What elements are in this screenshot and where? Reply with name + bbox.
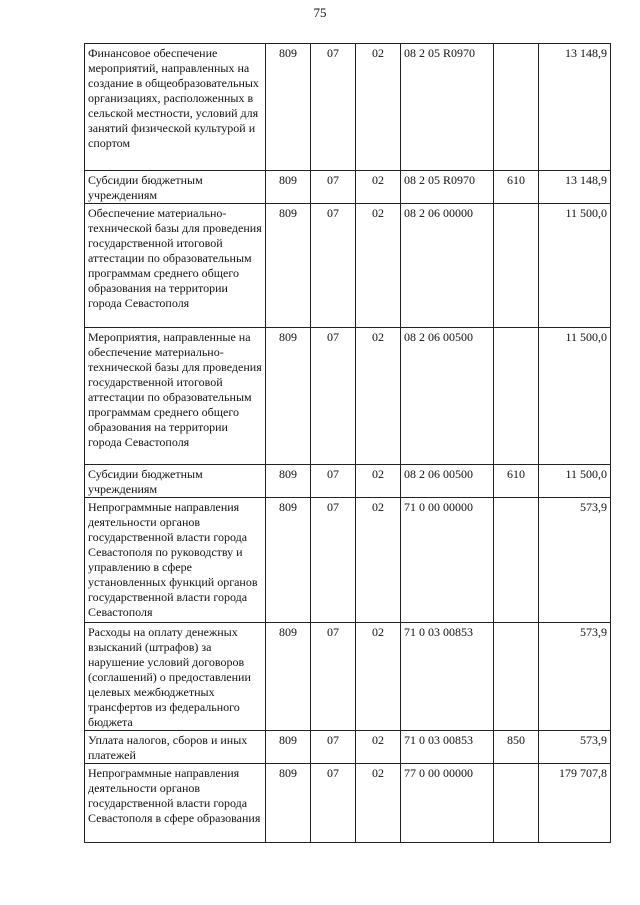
table-row [85,465,611,498]
cell-subsection: 02 [356,465,401,498]
cell-target-article: 08 2 06 00000 [401,204,494,328]
table-row [85,328,611,465]
cell-amount: 573,9 [539,731,611,764]
cell-section: 07 [311,328,356,465]
cell-section: 07 [311,44,356,171]
cell-ministry-code: 809 [266,204,311,328]
cell-section: 07 [311,465,356,498]
cell-section: 07 [311,171,356,204]
cell-name: Непрограммные направления деятельности органов государственной власти города Севастополя в сфере образования [85,764,266,843]
cell-amount: 573,9 [539,498,611,623]
cell-target-article: 71 0 00 00000 [401,498,494,623]
cell-expense-type [494,498,539,623]
cell-ministry-code: 809 [266,465,311,498]
cell-name: Уплата налогов, сборов и иных платежей [85,731,266,764]
cell-expense-type: 610 [494,465,539,498]
cell-ministry-code: 809 [266,328,311,465]
cell-subsection: 02 [356,731,401,764]
cell-target-article: 08 2 06 00500 [401,328,494,465]
cell-ministry-code: 809 [266,623,311,731]
cell-ministry-code: 809 [266,171,311,204]
cell-section: 07 [311,623,356,731]
table-body [85,44,611,843]
cell-amount: 11 500,0 [539,204,611,328]
cell-name: Обеспечение материально-технической базы для проведения государственной итоговой аттестации по образовательным программам среднего общего образования на территории города Севастополя [85,204,266,328]
cell-expense-type [494,328,539,465]
table-row [85,171,611,204]
table-row [85,498,611,623]
cell-subsection: 02 [356,171,401,204]
cell-name: Непрограммные направления деятельности органов государственной власти города Севастополя по руководству и управлению в сфере установленных функций органов государственной власти города Севастополя [85,498,266,623]
cell-section: 07 [311,764,356,843]
cell-subsection: 02 [356,498,401,623]
cell-name: Субсидии бюджетным учреждениям [85,171,266,204]
cell-target-article: 08 2 05 R0970 [401,44,494,171]
cell-target-article: 77 0 00 00000 [401,764,494,843]
cell-section: 07 [311,204,356,328]
cell-target-article: 08 2 05 R0970 [401,171,494,204]
cell-amount: 13 148,9 [539,171,611,204]
cell-amount: 11 500,0 [539,328,611,465]
cell-expense-type [494,623,539,731]
cell-ministry-code: 809 [266,498,311,623]
cell-ministry-code: 809 [266,731,311,764]
cell-target-article: 71 0 03 00853 [401,623,494,731]
table-row [85,764,611,843]
cell-expense-type: 850 [494,731,539,764]
cell-amount: 573,9 [539,623,611,731]
table-row [85,44,611,171]
cell-ministry-code: 809 [266,44,311,171]
cell-subsection: 02 [356,328,401,465]
budget-table [84,43,611,843]
cell-target-article: 08 2 06 00500 [401,465,494,498]
cell-subsection: 02 [356,764,401,843]
cell-name: Расходы на оплату денежных взысканий (штрафов) за нарушение условий договоров (соглашений) о предоставлении целевых межбюджетных трансфертов из федерального бюджета [85,623,266,731]
page-number: 75 [313,5,327,20]
cell-expense-type [494,204,539,328]
table-row [85,204,611,328]
table-row [85,623,611,731]
cell-name: Мероприятия, направленные на обеспечение материально-технической базы для проведения государственной итоговой аттестации по образовательным программам среднего общего образования на территории города Севастополя [85,328,266,465]
cell-section: 07 [311,498,356,623]
cell-amount: 11 500,0 [539,465,611,498]
cell-ministry-code: 809 [266,764,311,843]
cell-expense-type [494,44,539,171]
cell-subsection: 02 [356,204,401,328]
cell-name: Субсидии бюджетным учреждениям [85,465,266,498]
cell-expense-type: 610 [494,171,539,204]
cell-subsection: 02 [356,44,401,171]
cell-subsection: 02 [356,623,401,731]
cell-amount: 13 148,9 [539,44,611,171]
cell-name: Финансовое обеспечение мероприятий, направленных на создание в общеобразовательных организациях, расположенных в сельской местности, условий для занятий физической культурой и спортом [85,44,266,171]
cell-section: 07 [311,731,356,764]
cell-target-article: 71 0 03 00853 [401,731,494,764]
cell-amount: 179 707,8 [539,764,611,843]
table-row [85,731,611,764]
cell-expense-type [494,764,539,843]
